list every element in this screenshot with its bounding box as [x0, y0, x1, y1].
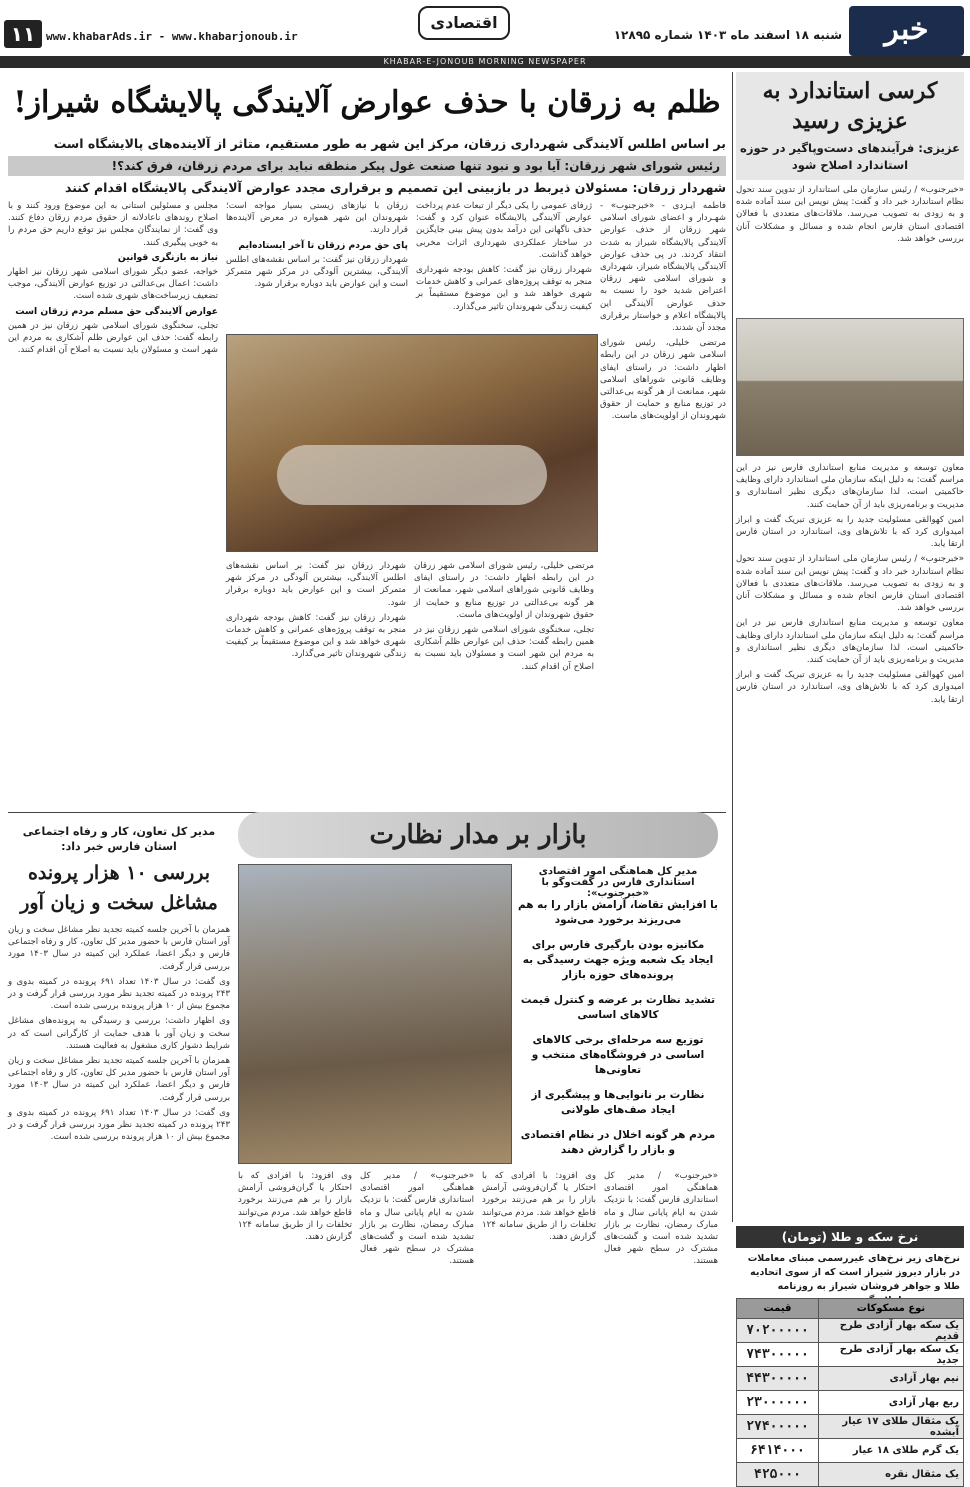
bazaar-headline: بازار بر مدار نظارت — [238, 812, 718, 858]
left-kicker: مدیر کل تعاون، کار و رفاه اجتماعی استان فارس خبر داد: — [22, 825, 216, 853]
right-paragraph: معاون توسعه و مدیریت منابع استانداری فارس نیز در این مراسم گفت: به دلیل اینکه سازمان ملی استاندارد دارای وظایف حاکمیتی است، لذا سازمان‌های دیگری نظیر استانداری و مدیریت و برنامه‌ریزی باید از آن حمایت کنند. — [736, 463, 964, 510]
price-item: یک سکه بهار آزادی طرح قدیم — [819, 1319, 964, 1343]
right-story-body-2 — [736, 462, 964, 1220]
standards-ceremony-photo — [736, 318, 964, 456]
main-paragraph: شهردار زرقان نیز گفت: بر اساس نقشه‌های اطلس آلایندگی، بیشترین آلودگی در مرکز شهر متمرکز است و این عوارض باید دوباره برقرار شود. — [226, 561, 406, 608]
table-row — [737, 1343, 964, 1367]
price-value: ۲۳۰۰۰۰۰۰ — [737, 1391, 819, 1415]
price-value: ۷۰۲۰۰۰۰۰ — [737, 1319, 819, 1343]
page-number: ۱۱ — [4, 20, 42, 48]
main-story-column-d — [226, 200, 408, 330]
table-row — [737, 1439, 964, 1463]
price-value: ۴۲۵۰۰۰ — [737, 1463, 819, 1487]
table-row — [737, 1463, 964, 1487]
bazaar-bullet: نظارت بر نانوایی‌ها و پیشگیری از ایجاد صف‌های طولانی — [531, 1089, 705, 1116]
right-story-body — [736, 184, 964, 314]
main-paragraph: تجلی، سخنگوی شورای اسلامی شهر زرقان نیز در همین رابطه گفت: حذف این عوارض ظلم آشکاری به مردم این شهر است و مسئولان باید نسبت به اصلاح آن اقدام کنند. — [8, 320, 218, 356]
price-item: نیم بهار آزادی — [819, 1367, 964, 1391]
price-item: یک سکه بهار آزادی طرح جدید — [819, 1343, 964, 1367]
right-paragraph: امین کهوالقی مسئولیت جدید را به عزیزی تبریک گفت و ابراز امیدواری کرد که با تلاش‌های وی، استاندارد در استان فارس ارتقا یابد. — [736, 670, 964, 705]
price-value: ۷۴۳۰۰۰۰۰ — [737, 1343, 819, 1367]
price-value: ۶۴۱۴۰۰۰ — [737, 1439, 819, 1463]
bazaar-paragraph: وی افزود: با افرادی که با احتکار یا گران‌فروشی آرامش بازار را بر هم می‌زنند برخورد قاطع خواهد شد. مردم می‌توانند تخلفات را از طریق سامانه ۱۲۴ گزارش دهند. — [482, 1171, 596, 1243]
price-value: ۲۷۴۰۰۰۰۰ — [737, 1415, 819, 1439]
inline-subhead: عوارض آلایندگی حق مسلم مردم زرقان است — [15, 305, 218, 317]
gold-price-table — [736, 1298, 964, 1487]
main-paragraph: مرتضی خلیلی، رئیس شورای اسلامی شهر زرقان در این رابطه اظهار داشت: در راستای ایفای وظایف قانونی شوراهای اسلامی شهر، ممانعت از هر گونه بی‌عدالتی در توزیع منابع و حمایت از حقوق شهروندان از اولویت‌های ماست. — [600, 338, 726, 422]
website-links[interactable]: www.khabarAds.ir - www.khabarjonoub.ir — [46, 30, 298, 43]
logo-text: خبر — [884, 12, 929, 47]
bazaar-kicker: مدیر کل هماهنگی امور اقتصادی استانداری فارس در گفت‌وگو با «خبرجنوب»: — [538, 866, 698, 899]
bazaar-bullet: با افزایش تقاضا، آرامش بازار را به هم می‌ریزند برخورد می‌شود — [517, 899, 718, 926]
newspaper-logo — [849, 6, 964, 56]
bazaar-bullet: توزیع سه مرحله‌ای برخی کالاهای اساسی در فروشگاه‌های منتخب و تعاونی‌ها — [531, 1034, 705, 1076]
main-headline: ظلم به زرقان با حذف عوارض آلایندگی پالایشگاه شیراز! — [13, 85, 721, 120]
section-title: اقتصادی — [418, 6, 510, 40]
price-value: ۴۴۳۰۰۰۰۰ — [737, 1367, 819, 1391]
divider — [732, 72, 733, 1222]
left-paragraph: همزمان با آخرین جلسه کمیته تجدید نظر مشاغل سخت و زیان آور استان فارس با حضور مدیر کل تعاون، کار و رفاه اجتماعی فارس و دیگر اعضا، عملکرد این کمیته در سال ۱۴۰۳ مورد بررسی قرار گرفت. — [8, 925, 230, 972]
bazaar-bullet-list — [518, 898, 718, 1168]
column-header-item: نوع مسکوکات — [819, 1299, 964, 1319]
column-header-price: قیمت — [737, 1299, 819, 1319]
price-item: ربع بهار آزادی — [819, 1391, 964, 1415]
table-row — [737, 1415, 964, 1439]
price-note: نرخ‌های زیر نرخ‌های غیررسمی مبنای معاملات در بازار دیروز شیراز است که از سوی اتحادیه طلا و جواهر فروشان شیراز به روزنامه — [747, 1253, 960, 1292]
right-subheadline: عزیزی: فرآیندهای دست‌وپاگیر در حوزه استاندارد اصلاح شود — [740, 141, 960, 172]
price-table-title: نرخ سکه و طلا (تومان) — [736, 1226, 964, 1248]
right-paragraph: «خبرجنوب» / رئیس سازمان ملی استاندارد از تدوین سند تحول نظام استاندارد خبر داد و گفت: پیش نویس این سند آماده شده و به زودی به تصویب می‌رسد. ملاقات‌های متعددی با فعالان اقتصادی استان فارس انجام شده و مسائل و مشکلات آنان بررسی خواهد شد. — [736, 554, 964, 614]
meeting-table-shape — [277, 445, 547, 505]
bazaar-paragraph: «خبرجنوب» / مدیر کل هماهنگی امور اقتصادی استانداری فارس گفت: با نزدیک شدن به ایام پایانی سال و ماه مبارک رمضان، نظارت بر بازار تشدید شده است و گشت‌های مشترک در سطح شهر فعال هستند. — [360, 1171, 474, 1267]
issue-line: شنبه ۱۸ اسفند ماه ۱۴۰۳ شماره ۱۲۸۹۵ — [613, 28, 842, 42]
bazaar-bullet: تشدید نظارت بر عرضه و کنترل قیمت کالاهای اساسی — [520, 994, 716, 1021]
main-subheadline-1: بر اساس اطلس آلایندگی شهرداری زرقان، مرکز این شهر به طور مستقیم، متاثر از آلاینده‌های پالایشگاه است — [53, 136, 726, 151]
bazaar-paragraph: وی افزود: با افرادی که با احتکار یا گران‌فروشی آرامش بازار را بر هم می‌زنند برخورد قاطع خواهد شد. مردم می‌توانند تخلفات را از طریق سامانه ۱۲۴ گزارش دهند. — [238, 1171, 352, 1243]
meeting-photo — [226, 334, 598, 552]
left-paragraph: وی گفت: در سال ۱۴۰۳ تعداد ۶۹۱ پرونده در کمیته بدوی و ۲۴۳ پرونده در کمیته تجدید نظر مورد بررسی قرار گرفت و در مجموع بیش از ۱۰ هزار پرونده بررسی شده است. — [8, 976, 231, 1012]
main-paragraph: شهردار زرقان نیز گفت: کاهش بودجه شهرداری منجر به توقف پروژه‌های عمرانی و کاهش خدمات شهری خواهد شد و این موضوع مستقیماً بر کیفیت زندگی شهروندان تاثیر می‌گذارد. — [416, 265, 592, 312]
table-row — [737, 1367, 964, 1391]
left-headline: بررسی ۱۰ هزار پرونده مشاغل سخت و زیان آور — [20, 862, 218, 914]
right-paragraph: معاون توسعه و مدیریت منابع استانداری فارس نیز در این مراسم گفت: به دلیل اینکه سازمان ملی استاندارد دارای وظایف حاکمیتی است، لذا سازمان‌های دیگری نظیر استانداری و مدیریت و برنامه‌ریزی باید از آن حمایت کنند. — [736, 618, 964, 666]
main-story-column-a — [600, 200, 726, 808]
main-story-column-b — [416, 200, 592, 330]
price-item: یک مثقال طلای ۱۷ عیار آبشده — [819, 1415, 964, 1439]
right-paragraph: امین کهوالقی مسئولیت جدید را به عزیزی تبریک گفت و ابراز امیدواری کرد که با تلاش‌های وی، استاندارد در استان فارس ارتقا یابد. — [736, 514, 964, 550]
main-paragraph: مرتضی خلیلی، رئیس شورای اسلامی شهر زرقان در این رابطه اظهار داشت: در راستای ایفای وظایف قانونی شوراهای اسلامی شهر، ممانعت از هر گونه بی‌عدالتی در توزیع منابع و حمایت از حقوق شهروندان از اولویت‌های ماست. — [414, 561, 594, 620]
table-header-row — [737, 1299, 964, 1319]
left-paragraph: وی اظهار داشت: بررسی و رسیدگی به پرونده‌های مشاغل سخت و زیان آور با هدف حمایت از کارگرانی است که در شرایط دشوار کاری مشغول به فعالیت هستند. — [8, 1016, 230, 1051]
english-name-bar: KHABAR-E-JONOUB MORNING NEWSPAPER — [0, 56, 970, 68]
price-item: یک مثقال نقره — [819, 1463, 964, 1487]
bazaar-bullet: مکانیزه بودن بارگیری فارس برای ایجاد یک شعبه ویژه جهت رسیدگی به پرونده‌های حوزه بازار — [522, 939, 714, 981]
left-paragraph: وی گفت: در سال ۱۴۰۳ تعداد ۶۹۱ پرونده در کمیته بدوی و ۲۴۳ پرونده در کمیته تجدید نظر مورد بررسی قرار گرفت و در مجموع بیش از ۱۰ هزار پرونده بررسی شده است. — [8, 1107, 231, 1143]
main-paragraph: فاطمه ایـزدی - «خبرجنوب» - شهـردار و اعضای شورای اسلامی شهر زرقان از حذف عوارض آلایندگی پالایشگاه شیراز به شدت انتقاد کردند. در پی حذف عوارض آلایندگی پالایشگاه شیراز، شهرداری و شورای اسلامی شهر زرقان اعتراض شدید خود را نسبت به حذف عوارض آلایندگی این پالایشگاه اعلام و خواستار برقراری مجدد آن شدند. — [600, 201, 726, 334]
price-item: یک گرم طلای ۱۸ عیار — [819, 1439, 964, 1463]
main-subheadline-2: رئیس شورای شهر زرقان: آیا بود و نبود تنها صنعت غول پیکر منطقه نباید برای مردم زرقان، فرق کند؟! — [8, 156, 726, 176]
table-row — [737, 1319, 964, 1343]
left-story-body — [8, 924, 230, 1428]
main-paragraph: ژرفای عمومی را یکی دیگر از تبعات عدم پرداخت عوارض آلایندگی پالایشگاه عنوان کرد و گفت: حذف ناگهانی این درآمد بدون پیش بینی جایگزین در ساختار عملکردی شهرداری اثرات مخربی خواهد گذاشت. — [416, 201, 592, 260]
bazaar-body — [238, 1170, 718, 1428]
main-paragraph: شهردار زرقان نیز گفت: بر اساس نقشه‌های اطلس آلایندگی، بیشترین آلودگی در مرکز شهر متمرکز است و این عوارض باید دوباره برقرار شود. — [226, 254, 408, 290]
masthead — [0, 0, 970, 68]
main-subheadline-3: شهردار زرقان: مسئولان ذیربط در بازبینی این تصمیم و برقراری مجدد عوارض آلایندگی پالایشگاه اقدام کنند — [64, 180, 726, 195]
inline-subhead: پای حق مردم زرقان تا آخر ایستاده‌ایم — [238, 239, 408, 251]
main-story-column-e — [226, 560, 406, 808]
main-paragraph: تجلی، سخنگوی شورای اسلامی شهر زرقان نیز در همین رابطه گفت: حذف این عوارض ظلم آشکاری به مردم این شهر است و مسئولان باید نسبت به اصلاح آن اقدام کنند. — [414, 625, 594, 672]
main-paragraph: خواجه، عضو دیگر شورای اسلامی شهر زرقان نیز اظهار داشت: اعمال بی‌عدالتی در توزیع عوارض آلایندگی، موجب تضعیف زیرساخت‌های شهری شده است. — [8, 267, 218, 302]
right-paragraph: «خبرجنوب» / رئیس سازمان ملی استاندارد از تدوین سند تحول نظام استاندارد خبر داد و گفت: پیش نویس این سند آماده شده و به زودی به تصویب می‌رسد. ملاقات‌های متعددی با فعالان اقتصادی استان فارس انجام شده و مسائل و مشکلات آنان بررسی خواهد شد. — [736, 185, 964, 244]
main-story-column-c — [8, 200, 218, 808]
left-paragraph: همزمان با آخرین جلسه کمیته تجدید نظر مشاغل سخت و زیان آور استان فارس با حضور مدیر کل تعاون، کار و رفاه اجتماعی فارس و دیگر اعضا، عملکرد این کمیته در سال ۱۴۰۳ مورد بررسی قرار گرفت. — [8, 1056, 230, 1103]
main-paragraph: مجلس و مسئولین استانی به این موضوع ورود کنند و با اصلاح روندهای ناعادلانه از حقوق مردم زرقان دفاع کنند. وی گفت: از نمایندگان مجلس نیز توقع داریم حق مردم را به خوبی پیگیری کنند. — [8, 201, 218, 248]
right-headline: کرسی استاندارد به عزیزی رسید — [762, 78, 938, 134]
bazaar-paragraph: «خبرجنوب» / مدیر کل هماهنگی امور اقتصادی استانداری فارس گفت: با نزدیک شدن به ایام پایانی سال و ماه مبارک رمضان، نظارت بر بازار تشدید شده است و گشت‌های مشترک در سطح شهر فعال هستند. — [604, 1171, 718, 1267]
main-paragraph: شهردار زرقان نیز گفت: کاهش بودجه شهرداری منجر به توقف پروژه‌های عمرانی و کاهش خدمات شهری خواهد شد و این موضوع مستقیماً بر کیفیت زندگی شهروندان تاثیر می‌گذارد. — [226, 612, 406, 660]
bazaar-bullet: مردم هر گونه اخلال در نظام اقتصادی و بازار را گزارش دهند — [520, 1129, 716, 1156]
table-row — [737, 1391, 964, 1415]
main-story-column-f — [414, 560, 594, 808]
inline-subhead: نیاز به بازنگری قوانین — [117, 251, 218, 263]
main-paragraph: زرقان با نیازهای زیستی بسیار مواجه است؛ شهروندان این شهر همواره در معرض آلاینده‌ها قرار دارند. — [226, 201, 408, 236]
bazaar-photo — [238, 864, 512, 1164]
